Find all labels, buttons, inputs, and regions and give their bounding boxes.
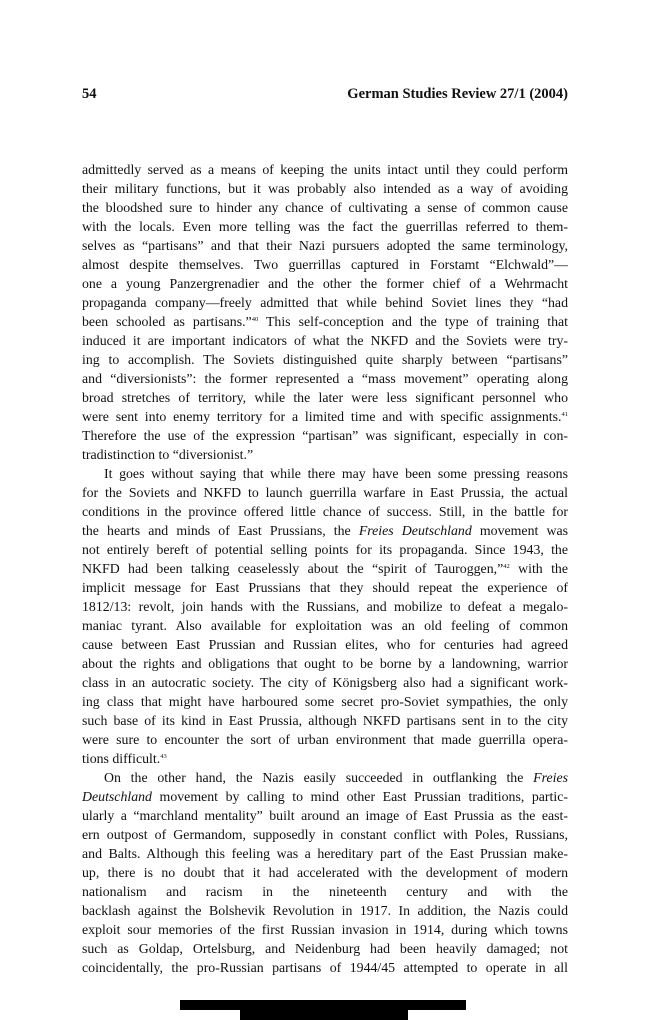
line-text: On the other hand, the Nazis easily succeeded in outflanking the (104, 770, 534, 785)
text-line (82, 331, 568, 350)
text-line (82, 825, 568, 844)
line-text: were sent into enemy territory for a limited time and with specific assignments. (82, 409, 562, 424)
text-line (82, 901, 568, 920)
text-line (82, 844, 568, 863)
running-header (82, 86, 568, 106)
line-text: for the Soviets and NKFD to launch guerrilla warfare in East Prussia, the actual (82, 485, 568, 500)
text-line (82, 540, 568, 559)
line-text: broad stretches of territory, while the later were less significant personnel who (82, 390, 568, 405)
line-text: been schooled as partisans.” (82, 314, 252, 329)
text-line (82, 635, 568, 654)
line-text: admittedly served as a means of keeping the units intact until they could perform (82, 162, 568, 177)
line-text: cause between East Prussian and Russian elites, who for centuries had agreed (82, 637, 568, 652)
line-text: conditions in the province offered little chance of success. Still, in the battle for (82, 504, 568, 519)
text-line (82, 160, 568, 179)
line-text: and Balts. Although this feeling was a hereditary part of the East Prussian make- (82, 846, 568, 861)
text-line (82, 958, 568, 977)
line-text: not entirely bereft of potential selling points for its propaganda. Since 1943, the (82, 542, 568, 557)
italic-title: Deutschland (82, 789, 152, 804)
line-text: and “diversionists”: the former represented a “mass movement” operating along (82, 371, 568, 386)
text-line (82, 293, 568, 312)
text-line (82, 445, 568, 464)
footnote-marker: 42 (503, 563, 510, 570)
text-line (82, 407, 568, 426)
text-line (82, 730, 568, 749)
line-text: ing to accomplish. The Soviets distinguished quite sharply between “partisans” (82, 352, 568, 367)
text-line (82, 673, 568, 692)
text-line (82, 616, 568, 635)
text-line (82, 692, 568, 711)
text-line (82, 369, 568, 388)
text-line (82, 350, 568, 369)
line-text: ern outpost of Germandom, supposedly in constant conflict with Poles, Russians, (82, 827, 568, 842)
line-text: implicit message for East Prussians that they should repeat the experience of (82, 580, 568, 595)
line-text: selves as “partisans” and that their Nazi pursuers adopted the same terminology, (82, 238, 568, 253)
line-text: up, there is no doubt that it had accelerated with the development of modern (82, 865, 568, 880)
text-line (82, 521, 568, 540)
text-line (82, 882, 568, 901)
line-text: coincidentally, the pro-Russian partisans of 1944/45 attempted to operate in all (82, 960, 568, 975)
line-text-continued: movement was (471, 523, 568, 538)
line-text: ularly a “marchland mentality” built around an image of East Prussia as the east- (82, 808, 568, 823)
line-text: exploit sour memories of the first Russian invasion in 1914, during which towns (82, 922, 568, 937)
line-text-continued: This self-conception and the type of training that (258, 314, 568, 329)
line-text: induced it are important indicators of what the NKFD and the Soviets were try- (82, 333, 568, 348)
line-text: tions difficult. (82, 751, 161, 766)
line-text: such as Goldap, Ortelsburg, and Neidenburg had been heavily damaged; not (82, 941, 568, 956)
line-text: It goes without saying that while there may have been some pressing reasons (104, 466, 568, 481)
line-text-continued: with the (509, 561, 568, 576)
line-text: the bloodshed sure to hinder any chance of cultivating a sense of common cause (82, 200, 568, 215)
text-line (82, 388, 568, 407)
scan-bar-tab (240, 1008, 408, 1020)
line-text: one a young Panzergrenadier and the other the former chief of a Wehrmacht (82, 276, 568, 291)
text-line (82, 217, 568, 236)
line-text: tradistinction to “diversionist.” (82, 447, 254, 462)
text-line (82, 179, 568, 198)
italic-title: Freies Deutschland (358, 523, 472, 538)
line-text: 1812/13: revolt, join hands with the Russians, and mobilize to defeat a megalo- (82, 599, 568, 614)
text-line (82, 426, 568, 445)
line-text-continued: movement by calling to mind other East Prussian traditions, partic- (151, 789, 568, 804)
text-line (82, 863, 568, 882)
footnote-marker: 41 (561, 411, 568, 418)
text-line (82, 768, 568, 787)
line-text: almost despite themselves. Two guerrillas captured in Forstamt “Elchwald”— (82, 257, 568, 272)
text-line (82, 920, 568, 939)
line-text: nationalism and racism in the nineteenth century and with the (82, 884, 568, 899)
text-line (82, 483, 568, 502)
line-text: ing class that might have harboured some secret pro-Soviet sympathies, the only (82, 694, 568, 709)
article-body (82, 160, 568, 977)
line-text: NKFD had been talking ceaselessly about the “spirit of Tauroggen,” (82, 561, 504, 576)
page-number: 54 (82, 86, 97, 102)
text-line (82, 939, 568, 958)
line-text: class in an autocratic society. The city of Königsberg also had a significant work- (82, 675, 568, 690)
line-text: Therefore the use of the expression “partisan” was significant, especially in con- (82, 428, 568, 443)
text-line (82, 578, 568, 597)
text-line (82, 597, 568, 616)
footnote-marker: 43 (160, 753, 167, 760)
line-text: such base of its kind in East Prussia, although NKFD partisans sent in to the city (82, 713, 568, 728)
text-line (82, 198, 568, 217)
text-line (82, 502, 568, 521)
line-text: propaganda company—freely admitted that while behind Soviet lines they “had (82, 295, 568, 310)
text-line (82, 787, 568, 806)
line-text: backlash against the Bolshevik Revolution in 1917. In addition, the Nazis could (82, 903, 568, 918)
line-text: with the locals. Even more telling was the fact the guerrillas referred to them- (82, 219, 568, 234)
text-line (82, 806, 568, 825)
text-line (82, 312, 568, 331)
line-text: their military functions, but it was probably also intended as a way of avoiding (82, 181, 568, 196)
line-text: were sure to encounter the sort of urban environment that made guerrilla opera- (82, 732, 568, 747)
text-line (82, 711, 568, 730)
text-line (82, 274, 568, 293)
line-text: maniac tyrant. Also available for exploitation was an old feeling of common (82, 618, 568, 633)
line-text: the hearts and minds of East Prussians, the (82, 523, 359, 538)
text-line (82, 654, 568, 673)
footnote-marker: 40 (251, 316, 259, 323)
text-line (82, 255, 568, 274)
text-line (82, 236, 568, 255)
line-text: about the rights and obligations that ought to be borne by a landowning, warrior (82, 656, 568, 671)
journal-title: German Studies Review 27/1 (2004) (347, 86, 568, 102)
text-line (82, 749, 568, 768)
italic-title: Freies (533, 770, 568, 785)
text-line (82, 464, 568, 483)
text-line (82, 559, 568, 578)
